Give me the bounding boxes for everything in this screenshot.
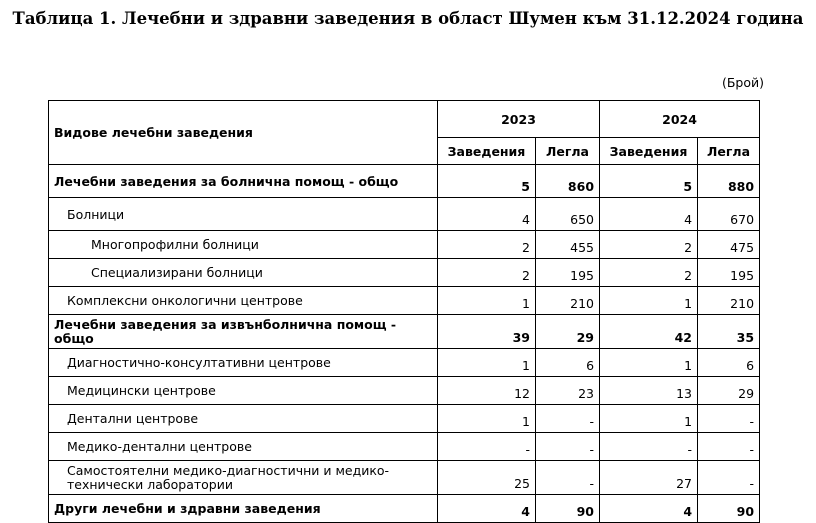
cell-value: 39: [438, 315, 536, 349]
row-label: [49, 461, 438, 495]
cell-value: 2: [600, 259, 698, 287]
cell-value: 23: [536, 377, 600, 405]
cell-value: 2: [438, 231, 536, 259]
row-label: Комплексни онкологични центрове: [49, 287, 438, 315]
cell-value: -: [600, 433, 698, 461]
table-row: [49, 495, 760, 523]
cell-value: 1: [600, 405, 698, 433]
cell-value: 2: [600, 231, 698, 259]
cell-value: 1: [600, 287, 698, 315]
cell-value: 1: [600, 349, 698, 377]
cell-value: -: [438, 433, 536, 461]
cell-value: 90: [536, 495, 600, 523]
health-facilities-table: [48, 100, 760, 523]
year-header: 2024: [600, 101, 760, 138]
unit-label: (Брой): [721, 75, 764, 90]
cell-value: 5: [600, 165, 698, 198]
table-row: [49, 433, 760, 461]
cell-value: 29: [698, 377, 760, 405]
row-label: Дентални центрове: [49, 405, 438, 433]
cell-value: 4: [600, 495, 698, 523]
table-row: [49, 287, 760, 315]
cell-value: 12: [438, 377, 536, 405]
table-row: [49, 198, 760, 231]
cell-value: -: [536, 405, 600, 433]
cell-value: 42: [600, 315, 698, 349]
cell-value: -: [698, 405, 760, 433]
cell-value: 210: [698, 287, 760, 315]
cell-value: -: [698, 461, 760, 495]
cell-value: 29: [536, 315, 600, 349]
cell-value: 670: [698, 198, 760, 231]
table-row: [49, 165, 760, 198]
row-label: Медицински центрове: [49, 377, 438, 405]
cell-value: 35: [698, 315, 760, 349]
cell-value: 195: [698, 259, 760, 287]
row-label: Многопрофилни болници: [49, 231, 438, 259]
cell-value: 5: [438, 165, 536, 198]
cell-value: 475: [698, 231, 760, 259]
row-label-text: Самостоятелни медико-диагностични и медико-технически лаборатории: [67, 462, 390, 492]
cell-value: -: [536, 461, 600, 495]
subheader: Легла: [698, 138, 760, 165]
table-row: [49, 405, 760, 433]
table-row: [49, 461, 760, 495]
row-label: Медико-дентални центрове: [49, 433, 438, 461]
subheader: Легла: [536, 138, 600, 165]
cell-value: -: [698, 433, 760, 461]
cell-value: 2: [438, 259, 536, 287]
cell-value: 27: [600, 461, 698, 495]
cell-value: 6: [698, 349, 760, 377]
cell-value: 880: [698, 165, 760, 198]
subheader: Заведения: [600, 138, 698, 165]
table-row: [49, 315, 760, 349]
row-label: Специализирани болници: [49, 259, 438, 287]
cell-value: 195: [536, 259, 600, 287]
row-label: Диагностично-консултативни центрове: [49, 349, 438, 377]
subheader: Заведения: [438, 138, 536, 165]
table-row: [49, 377, 760, 405]
cell-value: 13: [600, 377, 698, 405]
cell-value: 1: [438, 349, 536, 377]
cell-value: 4: [600, 198, 698, 231]
table-title: Таблица 1. Лечебни и здравни заведения в област Шумен към 31.12.2024 година: [12, 9, 804, 28]
cell-value: 6: [536, 349, 600, 377]
header-row-years: [49, 101, 760, 138]
cell-value: 650: [536, 198, 600, 231]
cell-value: 1: [438, 405, 536, 433]
cell-value: 1: [438, 287, 536, 315]
table-row: [49, 349, 760, 377]
row-label: Други лечебни и здравни заведения: [49, 495, 438, 523]
cell-value: 210: [536, 287, 600, 315]
cell-value: 860: [536, 165, 600, 198]
cell-value: 4: [438, 495, 536, 523]
cell-value: 90: [698, 495, 760, 523]
cell-value: 455: [536, 231, 600, 259]
year-header: 2023: [438, 101, 600, 138]
table-row: [49, 231, 760, 259]
table-row: [49, 259, 760, 287]
cell-value: -: [536, 433, 600, 461]
row-label: [49, 315, 438, 349]
cell-value: 4: [438, 198, 536, 231]
row-label-header: Видове лечебни заведения: [49, 101, 438, 165]
cell-value: 25: [438, 461, 536, 495]
row-label: Лечебни заведения за болнична помощ - общо: [49, 165, 438, 198]
row-label: Болници: [49, 198, 438, 231]
row-label-text: Лечебни заведения за извънболнична помощ - общо: [54, 316, 397, 346]
